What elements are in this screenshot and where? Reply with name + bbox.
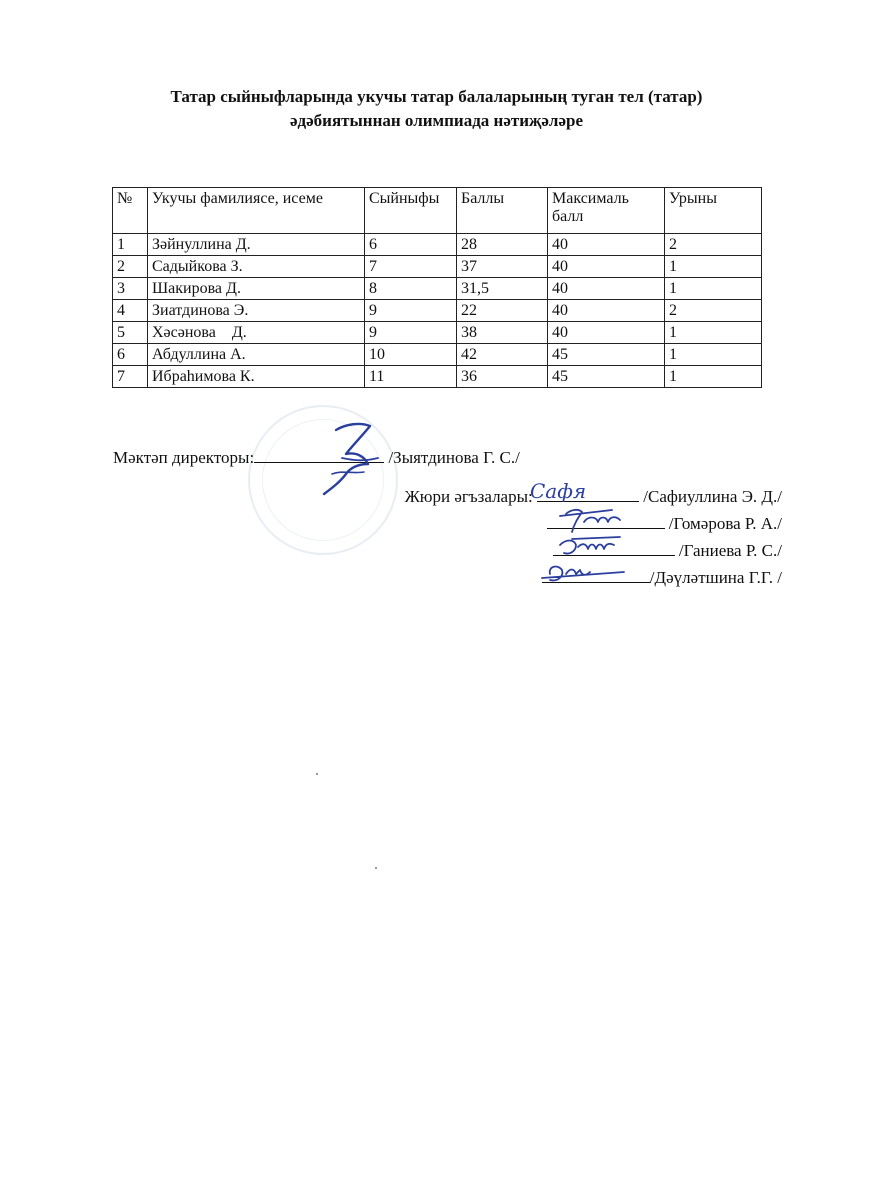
document-title-line-2: әдәбиятыннан олимпиада нәтиҗәләре [289,111,583,130]
header-place: Урыны [665,188,762,234]
cell-student-name: Зиатдинова Э. [148,300,365,322]
cell-grade: 10 [365,344,457,366]
cell-number: 3 [113,278,148,300]
cell-score: 37 [457,256,548,278]
cell-number: 2 [113,256,148,278]
cell-max-score: 40 [548,256,665,278]
cell-max-score: 40 [548,300,665,322]
cell-number: 1 [113,234,148,256]
cell-grade: 6 [365,234,457,256]
cell-grade: 9 [365,322,457,344]
jury-member-name-1: /Сафиуллина Э. Д./ [643,487,782,506]
cell-place: 1 [665,344,762,366]
table-row [113,234,762,256]
jury-label: Жюри әгъзалары: [404,487,533,506]
table-row [113,344,762,366]
cell-score: 22 [457,300,548,322]
cell-place: 1 [665,366,762,388]
cell-student-name: Зәйнуллина Д. [148,234,365,256]
cell-max-score: 40 [548,278,665,300]
table-row [113,322,762,344]
cell-max-score: 45 [548,344,665,366]
cell-place: 1 [665,256,762,278]
jury-member-line-4 [0,568,782,588]
jury-signature-blank-1 [537,487,639,502]
cell-grade: 9 [365,300,457,322]
cell-score: 36 [457,366,548,388]
director-signature-blank [254,448,384,463]
cell-student-name: Шакирова Д. [148,278,365,300]
table-row [113,300,762,322]
jury-member-name-4: /Дәүләтшина Г.Г. / [649,568,782,587]
cell-place: 2 [665,234,762,256]
document-title-line-1: Татар сыйныфларында укучы татар балаларының туган тел (татар) [170,87,703,106]
jury-member-line-3 [0,541,782,561]
header-max-score: Максималь балл [548,188,665,234]
cell-score: 38 [457,322,548,344]
header-number: № [113,188,148,234]
cell-grade: 7 [365,256,457,278]
cell-place: 1 [665,322,762,344]
cell-place: 1 [665,278,762,300]
cell-grade: 8 [365,278,457,300]
header-grade: Сыйныфы [365,188,457,234]
jury-member-line-1 [0,487,782,507]
cell-max-score: 40 [548,234,665,256]
cell-score: 31,5 [457,278,548,300]
table-row [113,278,762,300]
jury-signature-1-text: Сафя [530,479,587,503]
results-table [112,187,762,388]
table-header-row [113,188,762,234]
jury-signature-blank-4 [542,568,650,583]
jury-member-name-3: /Ганиева Р. С./ [678,541,782,560]
cell-number: 7 [113,366,148,388]
cell-grade: 11 [365,366,457,388]
cell-student-name: Абдуллина А. [148,344,365,366]
director-label: Мәктәп директоры: [113,448,255,467]
header-student-name: Укучы фамилиясе, исеме [148,188,365,234]
director-signature-line [113,448,520,468]
table-row [113,256,762,278]
cell-student-name: Садыйкова З. [148,256,365,278]
cell-number: 6 [113,344,148,366]
cell-score: 28 [457,234,548,256]
scan-speck [375,867,377,869]
jury-signature-blank-2 [547,514,665,529]
cell-place: 2 [665,300,762,322]
jury-member-line-2 [0,514,782,534]
table-row [113,366,762,388]
cell-max-score: 40 [548,322,665,344]
jury-member-name-2: /Гомәрова Р. А./ [668,514,782,533]
header-score: Баллы [457,188,548,234]
cell-score: 42 [457,344,548,366]
cell-max-score: 45 [548,366,665,388]
cell-number: 4 [113,300,148,322]
cell-student-name: Хәсәнова Д. [148,322,365,344]
cell-number: 5 [113,322,148,344]
jury-signature-blank-3 [553,541,675,556]
scan-speck [316,773,318,775]
cell-student-name: Ибраһимова К. [148,366,365,388]
director-name: /Зыятдинова Г. С./ [388,448,520,467]
